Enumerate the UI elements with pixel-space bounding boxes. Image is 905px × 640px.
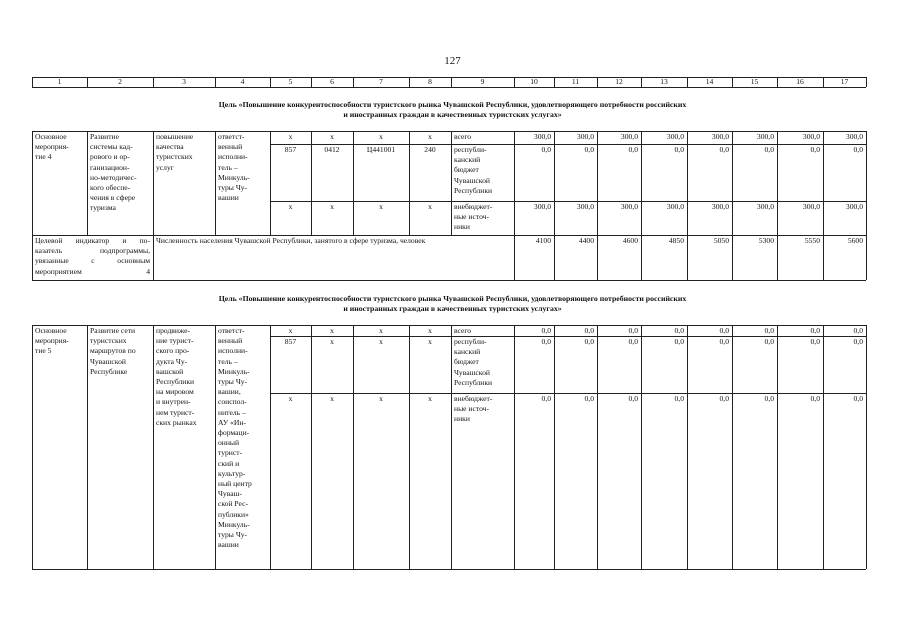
block1-event-line: Основное xyxy=(35,132,67,141)
block2-executor-line: исполни- xyxy=(218,346,248,356)
block1-event-line: мероприя- xyxy=(35,142,69,152)
block1-value: 300,0 xyxy=(711,132,729,141)
block1-value: 0,0 xyxy=(719,145,729,154)
block2-executor-line: публики» xyxy=(218,509,249,519)
goal-heading-1-line1: Цель «Повышение конкурентоспособности туристского рынка Чувашской Республики, удовлетворяющего потребности российских xyxy=(218,100,687,109)
block2-expense-type: x xyxy=(428,394,432,403)
indicator-col-rule xyxy=(687,235,688,280)
block1-executor-line: венный xyxy=(218,142,243,152)
block2-col-rule xyxy=(514,325,515,569)
block1-executor-line: вашии xyxy=(218,193,239,203)
indicator-col-rule xyxy=(641,235,642,280)
block1-name-line: ганизацион- xyxy=(90,162,130,172)
block2-section: x xyxy=(330,326,334,335)
block2-source-line: всего xyxy=(454,326,472,335)
block1-grbs: 857 xyxy=(284,145,297,154)
block1-executor-line: туры Чу- xyxy=(218,183,248,192)
block2-executor-line: соиспол- xyxy=(218,397,247,407)
block1-value: 300,0 xyxy=(756,202,774,211)
indicator-col-rule xyxy=(866,235,867,280)
block1-value: 0,0 xyxy=(764,145,774,154)
block2-executor-line: турист- xyxy=(218,448,243,458)
block1-value: 300,0 xyxy=(620,132,638,141)
block2-col-rule xyxy=(353,325,354,569)
block2-expense-type: x xyxy=(428,326,432,335)
block1-grbs: x xyxy=(288,132,293,141)
block2-section: x xyxy=(330,337,334,346)
block2-executor-line: АУ «Ин- xyxy=(218,417,246,427)
block2-event-line: мероприя- xyxy=(35,336,69,346)
block1-source-line: внебюджет- xyxy=(454,202,493,211)
block1-name-line: Развитие xyxy=(90,132,119,141)
indicator-col-rule xyxy=(777,235,778,280)
block1-source-line: всего xyxy=(454,132,472,141)
block2-expense-type: x xyxy=(428,337,432,346)
block2-goal-line: на мировом xyxy=(156,387,194,397)
block1-source-line: Чувашской xyxy=(454,175,490,185)
block2-executor-line: формаци- xyxy=(218,428,250,437)
block2-value: 0,0 xyxy=(628,394,638,403)
block2-source-line: Чувашской xyxy=(454,367,490,377)
block2-goal-line: и внутрен- xyxy=(156,397,191,407)
indicator-value: 5050 xyxy=(713,236,729,245)
block1-source-line: ные источ- xyxy=(454,212,490,222)
block2-value: 0,0 xyxy=(541,394,551,403)
block1-value: 0,0 xyxy=(541,145,551,154)
indicator-value: 5550 xyxy=(804,236,820,245)
block2-grbs: x xyxy=(288,326,293,335)
block2-executor-line: ный центр xyxy=(218,479,252,488)
column-number-8: 8 xyxy=(428,77,432,86)
block1-name-line: системы кад- xyxy=(90,142,133,152)
block1-col-rule xyxy=(554,131,555,235)
block2-value: 0,0 xyxy=(719,337,729,346)
block2-value: 0,0 xyxy=(584,326,594,335)
indicator-col-rule xyxy=(597,235,598,280)
block2-col-rule xyxy=(87,325,88,569)
block2-executor-line: ответст- xyxy=(218,326,245,335)
block2-value: 0,0 xyxy=(541,326,551,335)
block2-value: 0,0 xyxy=(810,326,820,335)
block1-executor-line: исполни- xyxy=(218,152,248,162)
column-number-9: 9 xyxy=(480,77,485,86)
block2-grbs: x xyxy=(288,394,293,403)
block2-value: 0,0 xyxy=(764,394,774,403)
block1-col-rule xyxy=(514,131,515,235)
block2-source-line: республи- xyxy=(454,337,487,346)
indicator-col-rule xyxy=(823,235,824,280)
block2-grbs: 857 xyxy=(284,337,297,346)
header-bottom-rule xyxy=(32,87,866,88)
block2-name-line: туристских xyxy=(90,336,127,346)
block1-col-rule xyxy=(687,131,688,235)
block1-value: 300,0 xyxy=(802,132,820,141)
block2-value: 0,0 xyxy=(674,337,684,346)
block1-goal-line: повышение xyxy=(156,132,194,141)
block1-col-rule xyxy=(777,131,778,235)
block2-col-rule xyxy=(270,325,271,569)
block1-grbs: x xyxy=(288,202,293,211)
block1-col-rule xyxy=(270,131,271,235)
block2-executor-line: венный xyxy=(218,336,243,346)
block1-col-rule xyxy=(597,131,598,235)
block1-value: 0,0 xyxy=(584,145,594,154)
block2-source-line: бюджет xyxy=(454,357,479,367)
block2-col-rule xyxy=(153,325,154,569)
indicator-col-rule xyxy=(153,235,154,280)
block1-value: 300,0 xyxy=(576,202,594,211)
block1-col-rule xyxy=(32,131,33,235)
block1-name-line: туризма xyxy=(90,203,116,213)
block2-value: 0,0 xyxy=(628,337,638,346)
block1-value: 300,0 xyxy=(711,202,729,211)
block2-goal-line: дукта Чу- xyxy=(156,356,188,366)
block1-section: x xyxy=(330,202,334,211)
block2-name-line: маршрутов по xyxy=(90,346,136,356)
block2-event-line: Основное xyxy=(35,326,67,335)
indicator-text: Численность населения Чувашской Республики, занятого в сфере туризма, человек xyxy=(156,236,426,245)
block1-expense-type: x xyxy=(428,202,432,211)
indicator-bottom-rule xyxy=(32,280,866,281)
block2-event-line: тие 5 xyxy=(35,346,52,356)
block2-executor-line: Минкуль- xyxy=(218,366,250,376)
indicator-value: 4100 xyxy=(535,236,551,245)
block2-executor-line: Минкуль- xyxy=(218,519,250,529)
block1-value: 300,0 xyxy=(802,202,820,211)
block1-col-rule xyxy=(153,131,154,235)
block1-target-article: x xyxy=(379,132,383,141)
block2-name-line: Республике xyxy=(90,366,128,376)
indicator-value: 4600 xyxy=(622,236,638,245)
column-number-15: 15 xyxy=(750,77,759,86)
block2-value: 0,0 xyxy=(764,326,774,335)
column-number-1: 1 xyxy=(57,77,62,86)
block2-col-rule xyxy=(687,325,688,569)
indicator-col-rule xyxy=(32,235,33,280)
block1-source-line: ники xyxy=(454,222,470,232)
block2-executor-line: ский и xyxy=(218,458,240,468)
block2-executor-line: нитель – xyxy=(218,407,246,417)
indicator-label-line: мероприятием 4 xyxy=(35,266,150,276)
block2-name-line: Развитие сети xyxy=(90,326,136,335)
block2-value: 0,0 xyxy=(853,337,863,346)
block2-executor-line: туры Чу- xyxy=(218,377,248,386)
block2-section: x xyxy=(330,394,334,403)
goal-heading-2 xyxy=(40,294,865,314)
block1-section: 0412 xyxy=(324,145,340,154)
block1-source-line: канский xyxy=(454,155,481,165)
block1-value: 300,0 xyxy=(620,202,638,211)
block1-expense-type: 240 xyxy=(424,145,436,154)
indicator-col-rule xyxy=(554,235,555,280)
block1-executor-line: ответст- xyxy=(218,132,245,141)
indicator-label-line: Целевой индикатор и по- xyxy=(35,236,150,245)
block2-value: 0,0 xyxy=(628,326,638,335)
column-number-17: 17 xyxy=(840,77,849,86)
block2-value: 0,0 xyxy=(541,337,551,346)
block1-value: 300,0 xyxy=(756,132,774,141)
block1-event-line: тие 4 xyxy=(35,152,52,162)
block1-goal-line: туристских xyxy=(156,152,193,162)
column-number-7: 7 xyxy=(379,77,383,86)
block2-col-rule xyxy=(597,325,598,569)
block1-executor-line: Минкуль- xyxy=(218,172,250,182)
block1-name-line: но-методичес- xyxy=(90,172,137,182)
column-number-3: 3 xyxy=(182,77,186,86)
goal-heading-2-line1: Цель «Повышение конкурентоспособности туристского рынка Чувашской Республики, удовлетворяющего потребности российских xyxy=(218,294,687,303)
block2-col-rule xyxy=(641,325,642,569)
block2-goal-line: нем турист- xyxy=(156,407,195,417)
block1-section: x xyxy=(330,132,334,141)
block2-col-rule xyxy=(866,325,867,569)
block1-value: 0,0 xyxy=(810,145,820,154)
block1-value: 300,0 xyxy=(533,132,551,141)
indicator-value: 5600 xyxy=(847,236,863,245)
block1-col-rule xyxy=(311,131,312,235)
block2-value: 0,0 xyxy=(584,337,594,346)
block1-col-rule xyxy=(866,131,867,235)
block2-source-line: ники xyxy=(454,414,470,424)
block1-value: 300,0 xyxy=(845,132,863,141)
indicator-value: 4850 xyxy=(668,236,684,245)
block1-executor-line: тель – xyxy=(218,162,238,172)
block2-col-rule xyxy=(32,325,33,569)
block2-value: 0,0 xyxy=(810,394,820,403)
block1-value: 300,0 xyxy=(533,202,551,211)
block1-name-line: рового и ор- xyxy=(90,152,130,162)
goal-heading-2-line2: и иностранных граждан в качественных туристских услугах» xyxy=(343,304,562,313)
block2-executor-line: вашии, xyxy=(218,387,241,397)
block2-executor-line: Чуваш- xyxy=(218,489,242,499)
block1-value: 300,0 xyxy=(666,202,684,211)
column-number-2: 2 xyxy=(118,77,122,86)
block1-source-line: республи- xyxy=(454,145,487,154)
block1-col-rule xyxy=(353,131,354,235)
indicator-col-rule xyxy=(732,235,733,280)
block2-value: 0,0 xyxy=(584,394,594,403)
block1-expense-type: x xyxy=(428,132,432,141)
block2-col-rule xyxy=(409,325,410,569)
column-number-10: 10 xyxy=(530,77,538,86)
block1-value: 300,0 xyxy=(576,132,594,141)
block2-target-article: x xyxy=(379,326,383,335)
block1-source-line: бюджет xyxy=(454,165,479,175)
block1-value: 0,0 xyxy=(853,145,863,154)
block2-target-article: x xyxy=(379,394,383,403)
block1-name-line: кого обеспе- xyxy=(90,183,131,192)
block2-goal-line: Республики xyxy=(156,377,195,386)
block2-executor-line: онный xyxy=(218,438,240,448)
block1-target-article: x xyxy=(379,202,383,211)
block2-col-rule xyxy=(777,325,778,569)
indicator-value: 4400 xyxy=(578,236,594,245)
block1-col-rule xyxy=(215,131,216,235)
block2-value: 0,0 xyxy=(810,337,820,346)
block2-source-line: Республики xyxy=(454,377,493,387)
block1-value: 300,0 xyxy=(666,132,684,141)
block2-goal-line: вашской xyxy=(156,366,184,376)
block2-value: 0,0 xyxy=(764,337,774,346)
goal-heading-1-line2: и иностранных граждан в качественных туристских услугах» xyxy=(343,110,562,119)
block2-target-article: x xyxy=(379,337,383,346)
block1-col-rule xyxy=(823,131,824,235)
block1-goal-line: услуг xyxy=(156,162,174,172)
block1-value: 0,0 xyxy=(674,145,684,154)
block1-target-article: Ц441001 xyxy=(366,145,396,154)
column-number-6: 6 xyxy=(330,77,334,86)
block2-value: 0,0 xyxy=(674,394,684,403)
indicator-value: 5300 xyxy=(758,236,774,245)
block2-col-rule xyxy=(451,325,452,569)
column-number-11: 11 xyxy=(571,77,580,86)
block1-col-rule xyxy=(732,131,733,235)
column-number-12: 12 xyxy=(615,77,623,86)
page-number: 127 xyxy=(444,55,461,67)
block2-value: 0,0 xyxy=(719,326,729,335)
block1-name-line: чения в сфере xyxy=(90,193,136,203)
indicator-col-rule xyxy=(514,235,515,280)
block2-executor-line: тель – xyxy=(218,356,238,366)
block2-value: 0,0 xyxy=(853,394,863,403)
block2-executor-line: культур- xyxy=(218,468,246,478)
block2-goal-line: ского про- xyxy=(156,346,190,356)
block2-col-rule xyxy=(311,325,312,569)
column-number-14: 14 xyxy=(705,77,714,86)
block1-value: 0,0 xyxy=(628,145,638,154)
column-number-4: 4 xyxy=(240,77,245,86)
block2-col-rule xyxy=(732,325,733,569)
block1-col-rule xyxy=(87,131,88,235)
block2-bottom-rule xyxy=(32,569,866,570)
block2-source-line: внебюджет- xyxy=(454,394,493,403)
indicator-label-line: казатель подпрограммы, xyxy=(35,246,150,256)
block1-col-rule xyxy=(641,131,642,235)
block1-col-rule xyxy=(409,131,410,235)
block2-col-rule xyxy=(215,325,216,569)
header-col-rule xyxy=(866,77,867,87)
column-number-13: 13 xyxy=(660,77,668,86)
indicator-label-line: увязанные с основным xyxy=(35,256,150,266)
block1-value: 300,0 xyxy=(845,202,863,211)
block2-value: 0,0 xyxy=(674,326,684,335)
column-number-16: 16 xyxy=(796,77,804,86)
block1-source-line: Республики xyxy=(454,185,493,195)
block2-source-line: канский xyxy=(454,347,481,357)
block2-executor-line: ской Рес- xyxy=(218,499,249,509)
goal-heading-1 xyxy=(40,100,865,120)
column-number-5: 5 xyxy=(288,77,293,86)
block2-executor-line: вашии xyxy=(218,540,239,550)
block2-goal-line: ние турист- xyxy=(156,336,194,346)
block1-goal-line: качества xyxy=(156,142,184,152)
block2-value: 0,0 xyxy=(853,326,863,335)
block2-value: 0,0 xyxy=(719,394,729,403)
block2-goal-line: продвиже- xyxy=(156,326,190,335)
block2-name-line: Чувашской xyxy=(90,356,126,366)
block1-col-rule xyxy=(451,131,452,235)
block2-col-rule xyxy=(554,325,555,569)
block2-executor-line: туры Чу- xyxy=(218,530,248,539)
block2-goal-line: ских рынках xyxy=(156,417,197,427)
block2-source-line: ные источ- xyxy=(454,404,490,414)
block2-col-rule xyxy=(823,325,824,569)
